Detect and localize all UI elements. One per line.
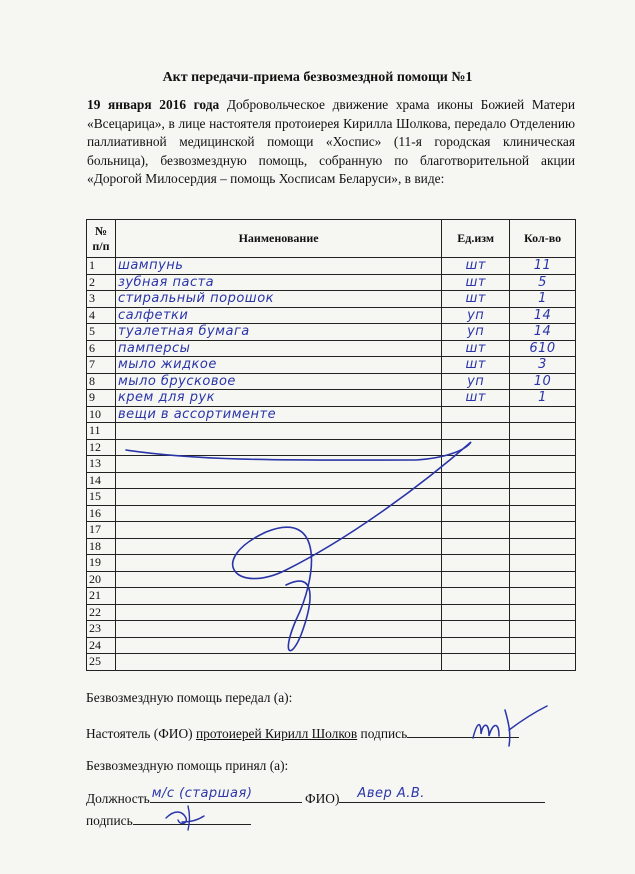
row-qty-cell (510, 324, 576, 341)
table-row (87, 258, 576, 275)
items-table (86, 219, 576, 671)
row-name: туалетная бумага (117, 324, 250, 340)
rector-prefix: Настоятель (ФИО) (86, 726, 196, 741)
row-name: крем для рук (117, 390, 216, 406)
row-num-cell (87, 373, 116, 390)
row-num-cell (87, 637, 116, 654)
row-name: мыло брусковое (117, 373, 236, 389)
intro-date: 19 января 2016 года (87, 97, 220, 112)
row-name-cell (115, 555, 441, 572)
row-num-cell (87, 654, 116, 671)
table-row (87, 307, 576, 324)
row-name-cell (115, 357, 441, 374)
row-qty-cell (510, 423, 576, 440)
row-num: 23 (89, 621, 101, 636)
row-name-cell (115, 505, 441, 522)
row-qty-cell (510, 654, 576, 671)
row-unit: уп (467, 324, 485, 340)
row-name-cell (115, 588, 441, 605)
row-num: 12 (89, 439, 101, 454)
row-qty-cell (510, 456, 576, 473)
rector-name: протоиерей Кирилл Шолков (195, 726, 358, 741)
row-name-cell (115, 654, 441, 671)
row-num-cell (87, 291, 116, 308)
row-num-cell (87, 489, 116, 506)
row-name-cell (115, 373, 441, 390)
row-qty: 3 (538, 357, 547, 373)
position-field (150, 788, 302, 803)
row-name: шампунь (117, 258, 184, 274)
row-unit: шт (465, 258, 486, 274)
row-num: 4 (89, 307, 95, 322)
position-value: м/с (старшая) (151, 786, 253, 801)
fio-field (339, 788, 545, 803)
row-qty-cell (510, 489, 576, 506)
row-qty-cell (510, 307, 576, 324)
row-num-cell (87, 274, 116, 291)
row-qty-cell (510, 538, 576, 555)
row-num-cell (87, 423, 116, 440)
row-name-cell (115, 258, 441, 275)
row-qty-cell (510, 472, 576, 489)
table-row (87, 522, 576, 539)
row-qty-cell (510, 621, 576, 638)
signature-label: подпись (357, 726, 408, 741)
row-name-cell (115, 340, 441, 357)
row-qty-cell (510, 406, 576, 423)
row-name: памперсы (117, 340, 191, 356)
row-num: 25 (89, 654, 101, 669)
row-unit: шт (465, 274, 486, 290)
row-num-cell (87, 456, 116, 473)
table-row (87, 637, 576, 654)
row-unit-cell (442, 340, 510, 357)
row-unit-cell (442, 307, 510, 324)
row-unit: шт (465, 340, 486, 356)
row-name-cell (115, 307, 441, 324)
row-name-cell (115, 406, 441, 423)
row-num: 9 (89, 390, 95, 405)
table-row (87, 621, 576, 638)
row-qty-cell (510, 373, 576, 390)
received-label: Безвозмездную помощь принял (а): (86, 758, 289, 773)
row-num: 3 (89, 291, 95, 306)
row-num: 24 (89, 637, 101, 652)
row-qty-cell (510, 637, 576, 654)
table-row (87, 406, 576, 423)
row-unit: шт (465, 390, 486, 406)
table-row (87, 571, 576, 588)
row-num: 16 (89, 505, 101, 520)
position-label: Должность (86, 791, 150, 806)
row-unit-cell (442, 456, 510, 473)
fio-label: ФИО) (301, 791, 340, 806)
row-unit-cell (442, 472, 510, 489)
row-qty-cell (510, 555, 576, 572)
row-num: 1 (89, 258, 95, 273)
row-num: 5 (89, 324, 95, 339)
table-row (87, 274, 576, 291)
row-name: стиральный порошок (117, 291, 274, 307)
row-unit-cell (442, 291, 510, 308)
fio-value: Авер А.В. (357, 786, 425, 801)
row-qty-cell (510, 274, 576, 291)
table-header-row (87, 220, 576, 258)
header-name: Наименование (115, 220, 441, 258)
row-name-cell (115, 324, 441, 341)
row-name: мыло жидкое (117, 357, 217, 373)
row-unit-cell (442, 571, 510, 588)
row-name-cell (115, 274, 441, 291)
row-num-cell (87, 555, 116, 572)
row-num: 13 (89, 456, 101, 471)
row-num-cell (87, 588, 116, 605)
row-num-cell (87, 604, 116, 621)
row-unit-cell (442, 324, 510, 341)
row-unit-cell (442, 588, 510, 605)
row-name-cell (115, 472, 441, 489)
row-num: 18 (89, 538, 101, 553)
row-qty: 10 (533, 373, 552, 389)
row-num-cell (87, 324, 116, 341)
row-qty: 5 (538, 274, 547, 290)
table-row (87, 489, 576, 506)
row-num-cell (87, 340, 116, 357)
row-unit-cell (442, 604, 510, 621)
row-name-cell (115, 390, 441, 407)
row-unit: уп (467, 307, 485, 323)
row-qty-cell (510, 439, 576, 456)
row-num: 14 (89, 472, 101, 487)
row-unit-cell (442, 274, 510, 291)
row-unit-cell (442, 489, 510, 506)
table-row (87, 373, 576, 390)
table-row (87, 654, 576, 671)
row-name-cell (115, 522, 441, 539)
table-row (87, 291, 576, 308)
row-name-cell (115, 423, 441, 440)
row-name-cell (115, 291, 441, 308)
row-unit-cell (442, 390, 510, 407)
row-name-cell (115, 637, 441, 654)
row-num: 6 (89, 340, 95, 355)
row-num-cell (87, 439, 116, 456)
table-row (87, 555, 576, 572)
row-num: 8 (89, 373, 95, 388)
row-qty-cell (510, 390, 576, 407)
row-unit-cell (442, 373, 510, 390)
row-name-cell (115, 489, 441, 506)
table-row (87, 472, 576, 489)
table-row (87, 423, 576, 440)
row-num: 2 (89, 274, 95, 289)
rector-line (86, 725, 519, 742)
table-row (87, 439, 576, 456)
row-unit: шт (465, 357, 486, 373)
row-num-cell (87, 406, 116, 423)
header-qty: Кол-во (510, 220, 576, 258)
row-name: салфетки (117, 307, 189, 323)
table-body (87, 258, 576, 671)
row-unit-cell (442, 505, 510, 522)
row-num-cell (87, 505, 116, 522)
row-num: 20 (89, 571, 101, 586)
row-qty-cell (510, 291, 576, 308)
row-num-cell (87, 538, 116, 555)
row-qty: 610 (529, 340, 556, 356)
document-title: Акт передачи-приема безвозмездной помощи №1 (162, 70, 473, 85)
table-row (87, 604, 576, 621)
row-num-cell (87, 390, 116, 407)
position-line (86, 788, 545, 807)
row-qty-cell (510, 604, 576, 621)
row-num-cell (87, 522, 116, 539)
row-name-cell (115, 571, 441, 588)
row-unit-cell (442, 439, 510, 456)
row-num: 22 (89, 604, 101, 619)
table-row (87, 340, 576, 357)
row-name: зубная паста (117, 274, 215, 290)
row-unit-cell (442, 406, 510, 423)
row-num: 19 (89, 555, 101, 570)
intro-text: Добровольческое движение храма иконы Божией Матери «Всецарица», в лице настоятеля протоиерея Кирилла Шолкова, передало Отделению паллиативной медицинской помощи «Хоспис» (11-я городская клиническая больница), безвозмездную помощь, собранную по благотворительной акции «Дорогой Милосердия – помощь Хосписам Беларуси», в виде: (87, 97, 576, 187)
row-unit-cell (442, 637, 510, 654)
row-qty-cell (510, 522, 576, 539)
row-unit-cell (442, 621, 510, 638)
table-row (87, 324, 576, 341)
row-qty-cell (510, 505, 576, 522)
row-num-cell (87, 307, 116, 324)
row-name-cell (115, 621, 441, 638)
table-row (87, 588, 576, 605)
row-unit-cell (442, 538, 510, 555)
row-qty-cell (510, 258, 576, 275)
table-row (87, 505, 576, 522)
row-qty: 1 (538, 390, 547, 406)
header-unit: Ед.изм (442, 220, 510, 258)
row-qty: 14 (533, 324, 552, 340)
row-num: 7 (89, 357, 95, 372)
row-num-cell (87, 621, 116, 638)
signature2-field (133, 812, 251, 825)
table-row (87, 538, 576, 555)
table-row (87, 357, 576, 374)
row-qty: 1 (538, 291, 547, 307)
row-qty: 14 (533, 307, 552, 323)
signature2-label: подпись (86, 813, 133, 828)
row-num: 17 (89, 522, 101, 537)
header-num: № п/п (87, 220, 116, 258)
row-num-cell (87, 571, 116, 588)
row-name-cell (115, 604, 441, 621)
row-unit-cell (442, 654, 510, 671)
row-name-cell (115, 538, 441, 555)
row-unit-cell (442, 357, 510, 374)
row-num: 15 (89, 489, 101, 504)
row-num: 11 (89, 423, 101, 438)
row-qty: 11 (533, 258, 552, 274)
row-num-cell (87, 357, 116, 374)
intro-paragraph (87, 96, 575, 189)
row-name-cell (115, 439, 441, 456)
row-num: 10 (89, 406, 101, 421)
row-num: 21 (89, 588, 101, 603)
row-unit-cell (442, 555, 510, 572)
signature2-line (86, 812, 251, 829)
row-name-cell (115, 456, 441, 473)
row-unit-cell (442, 258, 510, 275)
row-name: вещи в ассортименте (117, 406, 277, 422)
row-qty-cell (510, 357, 576, 374)
signature-field (407, 725, 519, 738)
row-unit: уп (467, 373, 485, 389)
row-num-cell (87, 472, 116, 489)
row-unit-cell (442, 423, 510, 440)
handed-over-label: Безвозмездную помощь передал (а): (86, 690, 293, 705)
table-row (87, 390, 576, 407)
row-qty-cell (510, 588, 576, 605)
row-num-cell (87, 258, 116, 275)
row-qty-cell (510, 571, 576, 588)
table-row (87, 456, 576, 473)
row-qty-cell (510, 340, 576, 357)
row-unit-cell (442, 522, 510, 539)
row-unit: шт (465, 291, 486, 307)
